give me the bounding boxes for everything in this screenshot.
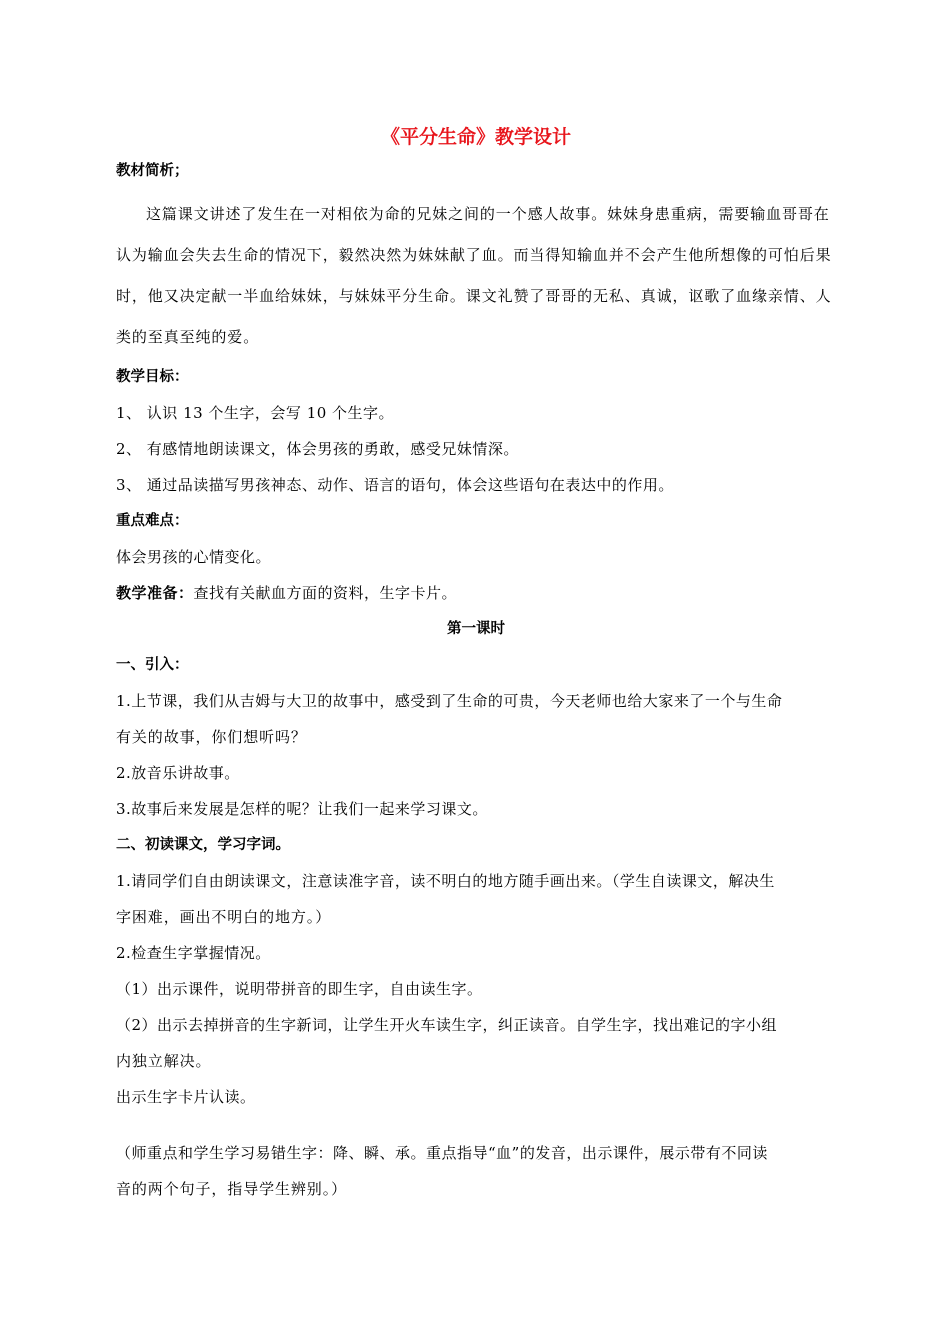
analysis-heading: 教材简析； xyxy=(116,163,189,179)
preparation-label: 教学准备： xyxy=(116,584,194,602)
intro-item-2: 2.放音乐讲故事。 xyxy=(116,764,240,782)
preparation-text: 查找有关献血方面的资料，生字卡片。 xyxy=(193,584,458,602)
goal-item-3: 3、 通过品读描写男孩神态、动作、语言的语句，体会这些语句在表达中的作用。 xyxy=(116,476,674,494)
reading-cards: 出示生字卡片认读。 xyxy=(116,1088,256,1106)
intro-item-3: 3.故事后来发展是怎样的呢？让我们一起来学习课文。 xyxy=(116,800,488,818)
key-points-heading: 重点难点： xyxy=(116,513,189,529)
reading-item-1-line-2: 字困难，画出不明白的地方。） xyxy=(116,908,332,926)
reading-item-2-2-line-2: 内独立解决。 xyxy=(116,1052,212,1070)
goals-heading: 教学目标： xyxy=(116,369,189,385)
goal-item-2: 2、 有感情地朗读课文，体会男孩的勇敢，感受兄妹情深。 xyxy=(116,440,519,458)
blank-line xyxy=(116,1120,836,1140)
reading-item-2-1: （1）出示课件，说明带拼音的即生字，自由读生字。 xyxy=(116,980,483,998)
reading-item-2-2-line-1: （2）出示去掉拼音的生字新词，让学生开火车读生字，纠正读音。自学生字，找出难记的字小组 xyxy=(116,1016,778,1034)
reading-item-1-line-1: 1.请同学们自由朗读课文，注意读准字音，读不明白的地方随手画出来。（学生自读课文，解决生 xyxy=(116,872,775,890)
teacher-note-line-2: 音的两个句子，指导学生辨别。） xyxy=(116,1180,348,1198)
reading-item-2: 2.检查生字掌握情况。 xyxy=(116,944,271,962)
document-page xyxy=(116,120,836,1212)
document-title: 《平分生命》教学设计 xyxy=(380,126,571,148)
lesson-heading: 第一课时 xyxy=(447,621,505,637)
intro-item-1-line-1: 1.上节课，我们从吉姆与大卫的故事中，感受到了生命的可贵，今天老师也给大家来了一个与生命 xyxy=(116,692,783,710)
key-points-text: 体会男孩的心情变化。 xyxy=(116,548,272,566)
intro-heading: 一、引入： xyxy=(116,657,189,673)
analysis-paragraph: 这篇课文讲述了发生在一对相依为命的兄妹之间的一个感人故事。妹妹身患重病，需要输血哥哥在认为输血会失去生命的情况下，毅然决然为妹妹献了血。而当得知输血并不会产生他所想像的可怕后果时，他又决定献一半血给妹妹，与妹妹平分生命。课文礼赞了哥哥的无私、真诚，讴歌了血缘亲情、人类的至真至纯的爱。 xyxy=(116,205,832,346)
reading-heading: 二、初读课文，学习字词。 xyxy=(116,837,290,853)
teacher-note-line-1: （师重点和学生学习易错生字：降、瞬、承。重点指导“血”的发音，出示课件，展示带有不同读 xyxy=(116,1144,768,1162)
goal-item-1: 1、 认识 13 个生字，会写 10 个生字。 xyxy=(116,404,395,422)
preparation-line xyxy=(116,580,836,607)
intro-item-1-line-2: 有关的故事，你们想听吗？ xyxy=(116,728,307,746)
